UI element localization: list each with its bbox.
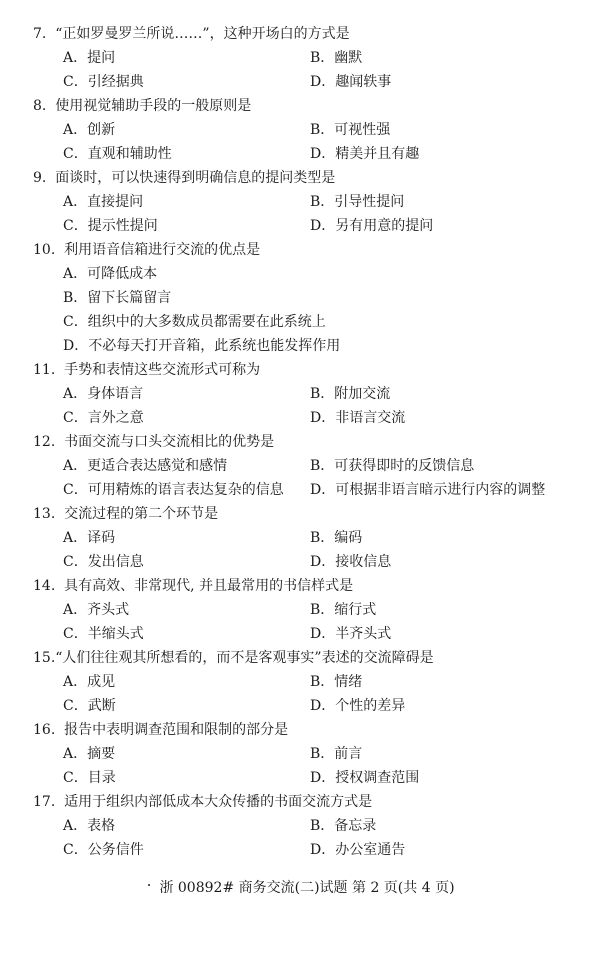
option-a: A．提问: [63, 50, 116, 66]
question-stem: [33, 22, 603, 46]
question-text: 报告中表明调查范围和限制的部分是: [64, 722, 289, 738]
question-stem: [33, 430, 603, 454]
question-stem: [33, 646, 603, 670]
option-row: [33, 454, 603, 478]
option-b: B．可获得即时的反馈信息: [310, 458, 475, 474]
question-number: 15.: [33, 650, 56, 666]
option-row: [33, 310, 603, 334]
question-stem: [33, 94, 603, 118]
question-16: [33, 718, 603, 790]
option-c: C．武断: [63, 698, 116, 714]
question-8: [33, 94, 603, 166]
question-text: 面谈时，可以快速得到明确信息的提问类型是: [55, 170, 336, 186]
question-number: 9.: [33, 170, 47, 186]
option-d: D．可根据非语言暗示进行内容的调整: [310, 482, 546, 498]
option-b: B．引导性提问: [310, 194, 405, 210]
option-c: C．引经据典: [63, 74, 144, 90]
option-row: [33, 670, 603, 694]
option-a: A．身体语言: [63, 386, 144, 402]
question-stem: [33, 166, 603, 190]
question-11: [33, 358, 603, 430]
option-row: [33, 142, 603, 166]
option-row: [33, 742, 603, 766]
option-a: A．齐头式: [63, 602, 130, 618]
option-d: D．另有用意的提问: [310, 218, 434, 234]
option-b: B．编码: [310, 530, 363, 546]
question-text: 适用于组织内部低成本大众传播的书面交流方式是: [64, 794, 373, 810]
option-b: B．缩行式: [310, 602, 377, 618]
option-c: C．提示性提问: [63, 218, 158, 234]
question-number: 8.: [33, 98, 47, 114]
option-c: C．组织中的大多数成员都需要在此系统上: [63, 314, 326, 330]
question-text: 具有高效、非常现代, 并且最常用的书信样式是: [64, 578, 354, 594]
question-stem: [33, 358, 603, 382]
option-row: [33, 478, 603, 502]
option-b: B．留下长篇留言: [63, 290, 172, 306]
question-number: 14.: [33, 578, 56, 594]
option-a: A．可降低成本: [63, 266, 158, 282]
option-c: C．发出信息: [63, 554, 144, 570]
option-row: [33, 598, 603, 622]
option-row: [33, 814, 603, 838]
question-number: 16.: [33, 722, 56, 738]
option-b: B．情绪: [310, 674, 363, 690]
question-number: 10.: [33, 242, 56, 258]
question-number: 17.: [33, 794, 56, 810]
option-d: D．半齐头式: [310, 626, 392, 642]
question-9: [33, 166, 603, 238]
question-stem: [33, 502, 603, 526]
option-row: [33, 262, 603, 286]
option-c: C．可用精炼的语言表达复杂的信息: [63, 482, 284, 498]
question-text: 使用视觉辅助手段的一般原则是: [55, 98, 252, 114]
question-text: “正如罗曼罗兰所说……”，这种开场白的方式是: [55, 26, 350, 42]
option-d: D．授权调查范围: [310, 770, 420, 786]
option-row: [33, 766, 603, 790]
option-c: C．目录: [63, 770, 116, 786]
option-b: B．可视性强: [310, 122, 391, 138]
question-17: [33, 790, 603, 862]
option-b: B．幽默: [310, 50, 363, 66]
question-number: 11.: [33, 362, 56, 378]
option-d: D．接收信息: [310, 554, 392, 570]
page-footer: 浙 00892# 商务交流(二)试题 第 2 页(共 4 页): [159, 880, 455, 896]
option-b: B．附加交流: [310, 386, 391, 402]
question-12: [33, 430, 603, 502]
question-number: 7.: [33, 26, 47, 42]
option-a: A．译码: [63, 530, 116, 546]
option-a: A．表格: [63, 818, 116, 834]
question-list: [33, 22, 603, 862]
option-row: [33, 622, 603, 646]
question-text: 手势和表情这些交流形式可称为: [64, 362, 261, 378]
option-d: D．不必每天打开音箱，此系统也能发挥作用: [63, 338, 341, 354]
option-d: D．办公室通告: [310, 842, 406, 858]
question-7: [33, 22, 603, 94]
option-b: B．备忘录: [310, 818, 377, 834]
question-13: [33, 502, 603, 574]
option-row: [33, 526, 603, 550]
question-10: [33, 238, 603, 358]
question-stem: [33, 238, 603, 262]
option-a: A．直接提问: [63, 194, 144, 210]
option-row: [33, 214, 603, 238]
question-text: 交流过程的第二个环节是: [64, 506, 219, 522]
question-number: 13.: [33, 506, 56, 522]
option-row: [33, 190, 603, 214]
option-c: C．直观和辅助性: [63, 146, 172, 162]
option-row: [33, 286, 603, 310]
option-d: D．非语言交流: [310, 410, 406, 426]
question-stem: [33, 718, 603, 742]
option-row: [33, 694, 603, 718]
question-stem: [33, 790, 603, 814]
option-row: [33, 334, 603, 358]
option-a: A．成见: [63, 674, 116, 690]
option-b: B．前言: [310, 746, 363, 762]
option-a: A．更适合表达感觉和感情: [63, 458, 228, 474]
option-row: [33, 46, 603, 70]
question-14: [33, 574, 603, 646]
option-a: A．摘要: [63, 746, 116, 762]
option-c: C．公务信件: [63, 842, 144, 858]
option-d: D．精美并且有趣: [310, 146, 420, 162]
question-15: [33, 646, 603, 718]
question-text: 书面交流与口头交流相比的优势是: [64, 434, 275, 450]
option-c: C．半缩头式: [63, 626, 144, 642]
question-number: 12.: [33, 434, 56, 450]
option-row: [33, 550, 603, 574]
option-row: [33, 406, 603, 430]
option-d: D．趣闻轶事: [310, 74, 392, 90]
option-row: [33, 382, 603, 406]
option-c: C．言外之意: [63, 410, 144, 426]
question-text: “人们往往观其所想看的，而不是客观事实”表述的交流障碍是: [55, 650, 434, 666]
option-d: D．个性的差异: [310, 698, 406, 714]
option-row: [33, 70, 603, 94]
option-row: [33, 838, 603, 862]
question-text: 利用语音信箱进行交流的优点是: [64, 242, 261, 258]
question-stem: [33, 574, 603, 598]
option-a: A．创新: [63, 122, 116, 138]
option-row: [33, 118, 603, 142]
